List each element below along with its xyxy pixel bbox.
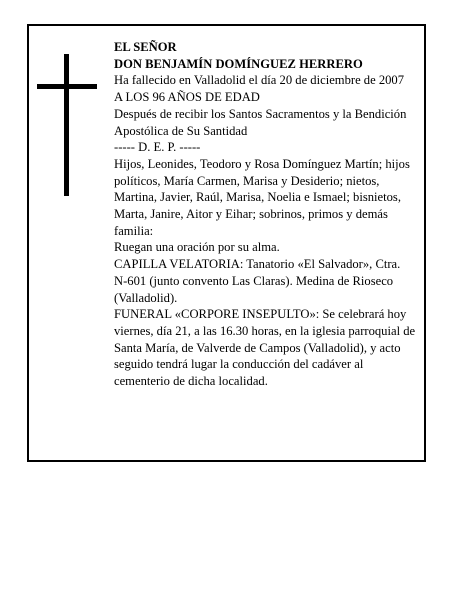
age-line: A LOS 96 AÑOS DE EDAD xyxy=(114,90,260,105)
chapel-info: CAPILLA VELATORIA: Tanatorio «El Salvador», Ctra. N-601 (junto convento Las Claras). Medina de Rioseco (Valladolid). xyxy=(114,257,401,305)
cross-vertical-bar xyxy=(64,54,69,196)
family-list: Hijos, Leonides, Teodoro y Rosa Domínguez Martín; hijos políticos, María Carmen, Marisa y Desiderio; nietos, Martina, Javier, Raúl, Marisa, Noelia e Ismael; bisnietos, Marta, Janire, Aitor y Eihar; sobrinos, primos y demás familia: xyxy=(114,156,410,238)
rip-line: ----- D. E. P. ----- xyxy=(114,140,201,155)
obituary-text xyxy=(114,39,416,390)
funeral-info: FUNERAL «CORPORE INSEPULTO»: Se celebrará hoy viernes, día 21, a las 16.30 horas, en la iglesia parroquial de Santa María, de Valverde de Campos (Valladolid), y acto seguido tendrá lugar la conducción del cadáver al cementerio de dicha localidad. xyxy=(114,307,416,389)
deceased-name: DON BENJAMÍN DOMÍNGUEZ HERRERO xyxy=(114,56,363,71)
death-statement: Ha fallecido en Valladolid el día 20 de diciembre de 2007 xyxy=(114,73,405,88)
cross-horizontal-bar xyxy=(37,84,97,89)
prayer-request: Ruegan una oración por su alma. xyxy=(114,240,280,255)
title-line: EL SEÑOR xyxy=(114,40,177,54)
sacraments-line: Después de recibir los Santos Sacramentos y la Bendición Apostólica de Su Santidad xyxy=(114,106,407,138)
